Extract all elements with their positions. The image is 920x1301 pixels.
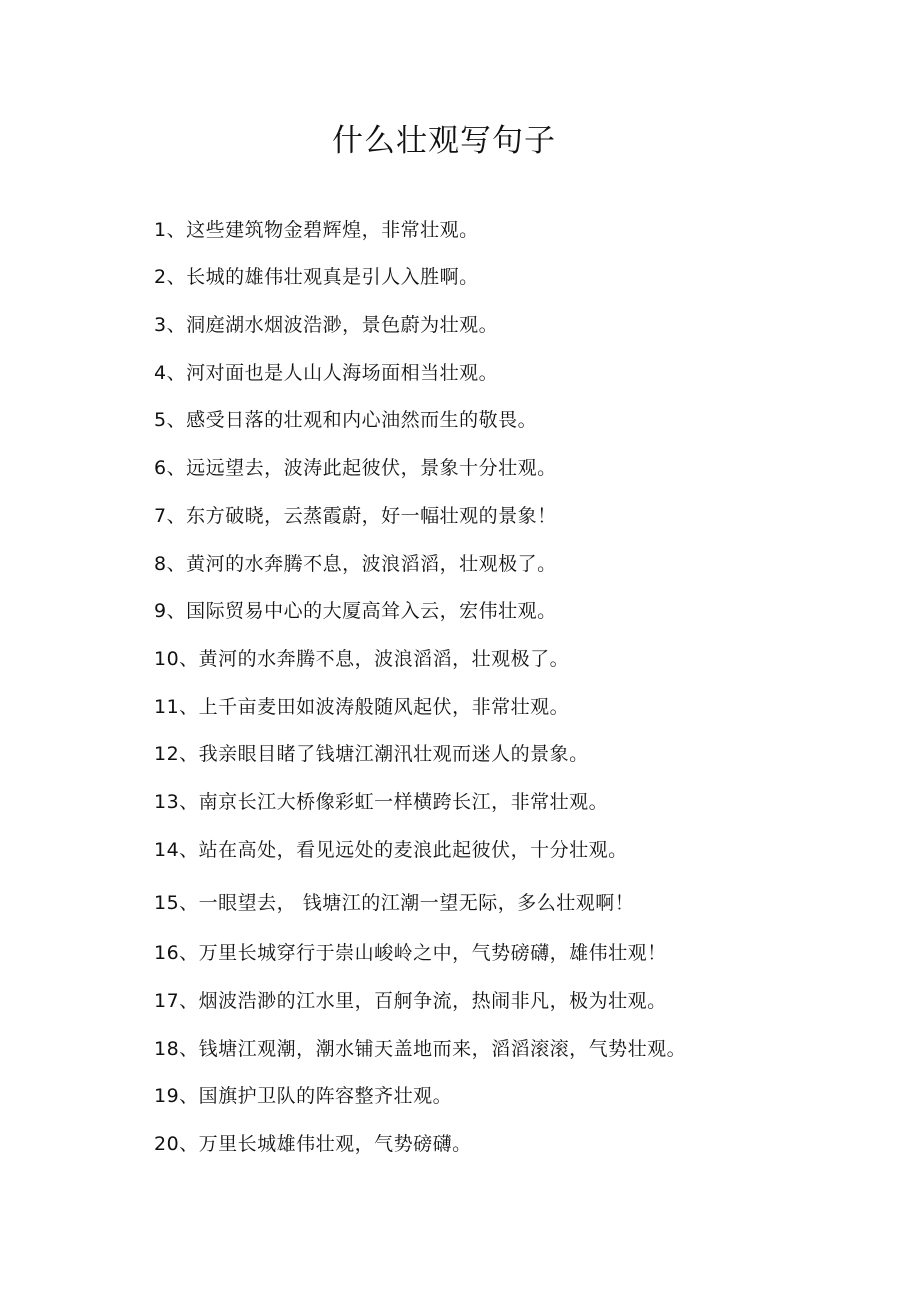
list-item: 14、站在高处，看见远处的麦浪此起彼伏，十分壮观。 <box>154 839 628 861</box>
list-item: 8、黄河的水奔腾不息，波浪滔滔，壮观极了。 <box>154 553 557 575</box>
list-item: 2、长城的雄伟壮观真是引人入胜啊。 <box>154 266 479 288</box>
list-item: 6、远远望去，波涛此起彼伏，景象十分壮观。 <box>154 457 557 479</box>
page-title: 什么壮观写句子 <box>332 122 556 159</box>
list-item: 5、感受日落的壮观和内心油然而生的敬畏。 <box>154 409 538 431</box>
list-item: 15、一眼望去， 钱塘江的江潮一望无际，多么壮观啊！ <box>154 892 635 914</box>
list-item: 18、钱塘江观潮，潮水铺天盖地而来，滔滔滚滚，气势壮观。 <box>154 1038 687 1060</box>
list-item: 12、我亲眼目睹了钱塘江潮汛壮观而迷人的景象。 <box>154 743 589 765</box>
list-item: 4、河对面也是人山人海场面相当壮观。 <box>154 362 499 384</box>
list-item: 13、南京长江大桥像彩虹一样横跨长江，非常壮观。 <box>154 791 609 813</box>
list-item: 16、万里长城穿行于崇山峻岭之中，气势磅礴，雄伟壮观！ <box>154 942 667 964</box>
list-item: 1、这些建筑物金碧辉煌，非常壮观。 <box>154 219 479 241</box>
list-item: 3、洞庭湖水烟波浩渺，景色蔚为壮观。 <box>154 314 499 336</box>
list-item: 19、国旗护卫队的阵容整齐壮观。 <box>154 1085 453 1107</box>
list-item: 10、黄河的水奔腾不息，波浪滔滔，壮观极了。 <box>154 648 570 670</box>
list-item: 7、东方破晓，云蒸霞蔚，好一幅壮观的景象！ <box>154 505 557 527</box>
list-item: 20、万里长城雄伟壮观，气势磅礴。 <box>154 1133 472 1155</box>
list-item: 9、国际贸易中心的大厦高耸入云，宏伟壮观。 <box>154 600 557 622</box>
list-item: 11、上千亩麦田如波涛般随风起伏，非常壮观。 <box>154 696 570 718</box>
list-item: 17、烟波浩渺的江水里，百舸争流，热闹非凡，极为壮观。 <box>154 990 667 1012</box>
